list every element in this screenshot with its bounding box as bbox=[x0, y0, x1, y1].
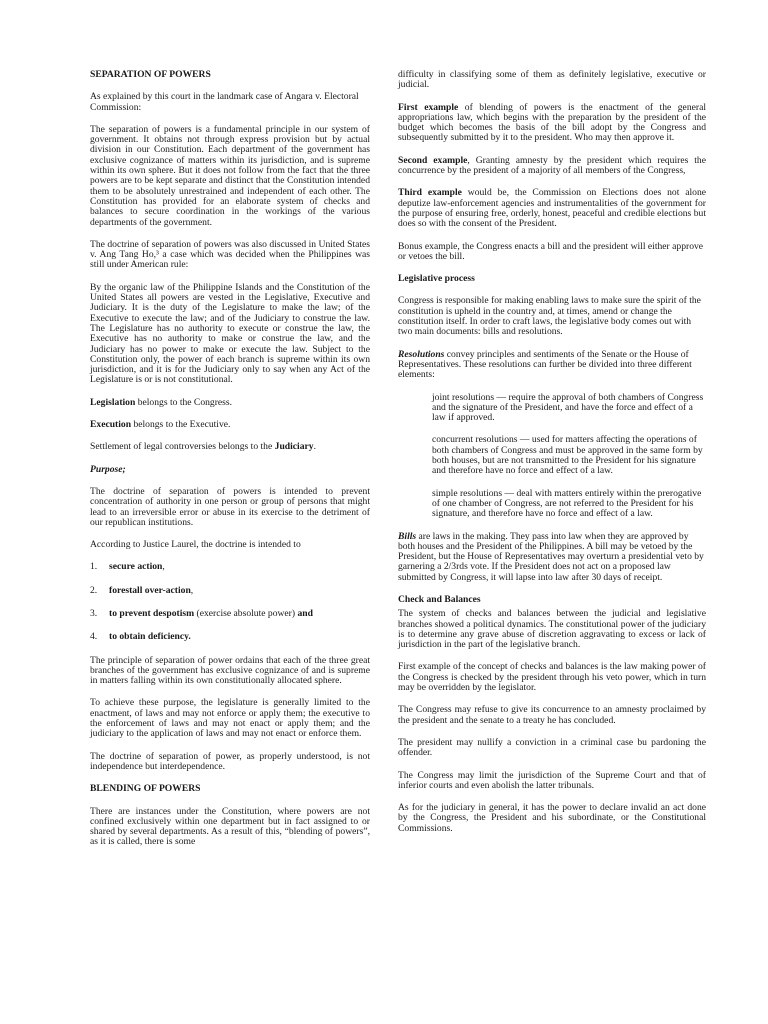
right-column bbox=[398, 70, 706, 846]
check-balances-heading: Check and Balances bbox=[398, 593, 481, 605]
laurel-paragraph: According to Justice Laurel, the doctrine is intended to bbox=[90, 539, 301, 551]
settlement-line: Settlement of legal controversies belongs to the Judiciary. bbox=[90, 441, 316, 453]
legislation-term: Legislation bbox=[90, 396, 136, 408]
judiciary-term: Judiciary bbox=[274, 441, 314, 453]
resolutions-paragraph: Resolutions convey principles and sentiments of the Senate or the House of Representatives. These resolutions can further be divided into three different elements: bbox=[398, 348, 692, 381]
section-title-blending: BLENDING OF POWERS bbox=[90, 783, 201, 795]
veto-paragraph: First example of the concept of checks and balances is the law making power of the Congress is checked by the president through his veto power, which in turn may be overridden by the legislator. bbox=[398, 661, 706, 694]
interdependence-paragraph: The doctrine of separation of power, as properly understood, is not independence but interdependence. bbox=[90, 750, 370, 772]
purpose-paragraph: The doctrine of separation of powers is intended to prevent concentration of authority in one person or group of persons that might lead to an irreversible error or abuse in its exercise to the detriment of our republican institutions. bbox=[90, 485, 370, 528]
amnesty-paragraph: The Congress may refuse to give its concurrence to an amnesty proclaimed by the president and the senate to a treaty he has concluded. bbox=[398, 704, 706, 726]
check-balances-paragraph: The system of checks and balances between the judicial and legislative branches showed a political dynamics. The constitutional power of the judiciary is to determine any grave abuse of discretion aggravating to excess or lack of jurisdiction in the part of the legislative branch. bbox=[398, 608, 706, 651]
list-item: 1. secure action, bbox=[90, 561, 165, 573]
continuation-paragraph: difficulty in classifying some of them as definitely legislative, executive or judicial. bbox=[398, 69, 706, 91]
judiciary-paragraph: As for the judiciary in general, it has the power to declare invalid an act done by the Congress, the President and his subordinate, or the Constitutional Commissions. bbox=[398, 802, 706, 834]
angara-quote: The separation of powers is a fundamental principle in our system of government. It obtains not through express provision but by actual division in our Constitution. Each department of the government has exclusive cognizance of matters within its jurisdiction, and is supreme within its own sphere. But it does not follow from the fact that the three powers are to be kept separate and distinct that the Constitution intended them to be absolutely unrestrained and independent of each other. The Constitution has provided for an elaborate system of checks and balances to secure coordination in the workings of the various departments of the government. bbox=[90, 123, 370, 228]
list-item: 4. to obtain deficiency. bbox=[90, 631, 191, 643]
pardon-paragraph: The president may nullify a conviction in a criminal case bu pardoning the offender. bbox=[398, 736, 706, 759]
third-example-paragraph: Third example would be, the Commission on Elections does not alone deputize law-enforcement agencies and instrumentalities of the government for the purpose of ensuring free, orderly, honest, peaceful and credible elections but does so with the consent of the President. bbox=[398, 187, 707, 230]
organic-law-quote: By the organic law of the Philippine Islands and the Constitution of the United States all powers are vested in the Legislative, Executive and Judiciary. It is the duty of the Legislature to make the law; of the Executive to execute the law; and of the Judiciary to construe the law. The Legislature has no authority to execute or construe the law, the Executive has no authority to make or construe the law, and the Judiciary has no power to make or execute the law. Subject to the Constitution only, the power of each branch is supreme within its own jurisdiction, and it is for the Judiciary only to say when any Act of the Legislature is or is not constitutional. bbox=[90, 281, 370, 386]
section-title-separation: SEPARATION OF POWERS bbox=[90, 69, 211, 80]
list-item: 2. forestall over-action, bbox=[90, 584, 194, 596]
execution-line: Execution belongs to the Executive. bbox=[90, 419, 231, 431]
achieve-paragraph: To achieve these purpose, the legislature is generally limited to the enactment, of laws and may not enforce or apply them; the executive to the enforcement of laws and may not enact or apply them; and the judiciary to the application of laws and may not enact or enforce them. bbox=[90, 697, 370, 740]
jurisdiction-paragraph: The Congress may limit the jurisdiction of the Supreme Court and that of inferior courts and even abolish the latter tribunals. bbox=[398, 769, 706, 791]
execution-term: Execution bbox=[90, 419, 132, 431]
purpose-heading: Purpose; bbox=[90, 463, 126, 475]
bonus-example-paragraph: Bonus example, the Congress enacts a bill and the president will either approve or vetoes the bill. bbox=[398, 240, 704, 262]
legislative-process-paragraph: Congress is responsible for making enabling laws to make sure the spirit of the constitution is upheld in the country and, at times, amend or change the constitution itself. In order to craft laws, the legislative body comes out with two main documents: bills and resolutions. bbox=[398, 295, 701, 338]
legislative-process-heading: Legislative process bbox=[398, 273, 475, 285]
first-example-paragraph: First example of blending of powers is the enactment of the general appropriations law, which begins with the preparation by the president of the budget which becomes the basis of the bill adopt by the Congress and subsequently submitted by it to the president. Who may then approve it. bbox=[398, 101, 706, 144]
bills-paragraph: Bills are laws in the making. They pass into law when they are approved by both houses and the President of the Philippines. A bill may be vetoed by the President, but the House of Representatives may overturn a presidential veto by garnering a 2/3rds vote. If the President does not act on a proposed law submitted by Congress, it will lapse into law after 30 days of receipt. bbox=[398, 530, 704, 583]
simple-resolutions-item: simple resolutions — deal with matters entirely within the prerogative of one chamber of Congress, are not referred to the President for his signature, and therefore have no force and effect of a law. bbox=[432, 487, 702, 520]
principle-paragraph: The principle of separation of power ordains that each of the three great branches of the government has exclusive cognizance of and is supreme in matters falling within its own constitutionally allocated sphere. bbox=[90, 654, 370, 687]
joint-resolutions-item: joint resolutions — require the approval of both chambers of Congress and the signature of the President, and have the force and effect of a law if approved. bbox=[432, 391, 704, 424]
blending-paragraph: There are instances under the Constitution, where powers are not confined exclusively within one department but in fact assigned to or shared by several departments. As a result of this, “blending of powers”, as it is called, there is some bbox=[90, 805, 370, 848]
second-example-paragraph: Second example, Granting amnesty by the president which requires the concurrence by the president of a majority of all members of the Congress, bbox=[398, 154, 706, 177]
ang-tang-ho-paragraph: The doctrine of separation of powers was also discussed in United States v. Ang Tang Ho,³ a case which was decided when the Philippines was still under American rule: bbox=[90, 238, 370, 271]
list-item: 3. to prevent despotism (exercise absolute power) and bbox=[90, 607, 313, 619]
legislation-line: Legislation belongs to the Congress. bbox=[90, 396, 233, 408]
intro-paragraph: As explained by this court in the landmark case of Angara v. Electoral Commission: bbox=[90, 91, 359, 113]
concurrent-resolutions-item: concurrent resolutions — used for matters affecting the operations of both chambers of Congress and must be approved in the same form by both houses, but are not transmitted to the President for his signature and therefore have no force and effect of a law. bbox=[432, 434, 703, 477]
left-column bbox=[90, 70, 370, 860]
